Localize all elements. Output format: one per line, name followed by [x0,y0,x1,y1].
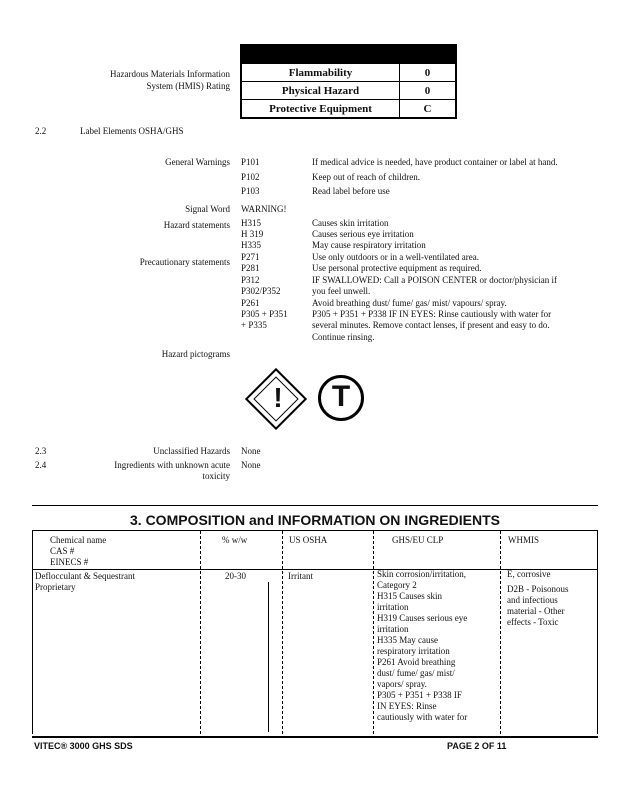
whmis-line: D2B - Poisonous [507,584,569,594]
unclassified-hazards-value: None [241,446,261,456]
precaution-text: several minutes. Remove contact lenses, if present and easy to do. [312,320,550,330]
ghs-line: Category 2 [377,580,417,590]
column-divider [200,531,201,734]
whmis-cell [507,569,597,628]
percent-cell-rule [268,582,269,732]
exclamation-mark-icon: ! [273,382,283,413]
hmis-row [241,64,456,82]
precaution-code: P302/P352 [241,286,281,296]
warning-text: Keep out of reach of children. [312,172,420,182]
section-number-2-2: 2.2 [35,126,47,136]
signal-word-label: Signal Word [185,204,230,214]
warning-code: P102 [241,172,260,182]
precaution-code: P271 [241,252,260,262]
precaution-code: P305 + P351 [241,309,288,319]
precaution-text: Continue rinsing. [312,332,375,342]
warning-code: P103 [241,186,260,196]
precaution-text: Avoid breathing dust/ fume/ gas/ mist/ vapours/ spray. [312,298,507,308]
chemical-id-cell: Proprietary [35,582,76,592]
hazard-statements-label: Hazard statements [163,220,230,230]
hmis-label [60,68,230,92]
ghs-line: cautiously with water for [377,712,468,722]
warning-text: Read label before use [312,186,390,196]
column-divider [500,531,501,734]
ghs-line: P305 + P351 + P338 IF [377,690,462,700]
column-divider [373,531,374,734]
general-warnings-label: General Warnings [165,157,230,167]
header-einecs: EINECS # [50,557,89,567]
ghs-line: IN EYES: Rinse [377,701,437,711]
precaution-code: P261 [241,298,260,308]
header-percent: % w/w [222,535,248,545]
section-divider [32,505,598,506]
hazard-code: H335 [241,240,261,250]
hmis-row-value: 0 [400,64,457,82]
hmis-row-name: Protective Equipment [241,100,400,119]
table-top-border [32,530,598,531]
ghs-line: H335 May cause [377,635,438,645]
ghs-line: respiratory irritation [377,646,450,656]
hmis-row [241,82,456,100]
hazard-text: Causes skin irritation [312,218,389,228]
hazard-code: H315 [241,218,261,228]
hmis-row-value: 0 [400,82,457,100]
hazard-pictograms-label: Hazard pictograms [161,349,230,359]
whmis-line: effects - Toxic [507,617,559,627]
circle-t-icon: T [331,380,351,413]
whmis-line: material - Other [507,606,565,616]
header-chemical-name: Chemical name [50,535,107,545]
unclassified-hazards-label: Unclassified Hazards [153,446,230,456]
unknown-toxicity-value: None [241,460,261,470]
header-us-osha: US OSHA [289,535,328,545]
warning-text: If medical advice is needed, have product container or label at hand. [312,157,558,167]
ghs-cell [377,569,499,723]
column-divider [282,531,283,734]
ghs-line: H319 Causes serious eye [377,613,468,623]
footer-rule [32,736,598,738]
precaution-text: you feel unwell. [312,286,371,296]
ghs-line: H315 Causes skin [377,591,442,601]
precaution-text: IF SWALLOWED: Call a POISON CENTER or doctor/physician if [312,275,557,285]
hazard-text: May cause respiratory irritation [312,240,426,250]
whmis-line: E, corrosive [507,569,551,579]
header-ghs: GHS/EU CLP [392,535,444,545]
section-3-title: 3. COMPOSITION and INFORMATION ON INGREDIENTS [130,512,500,528]
hmis-label-line2: System (HMIS) Rating [146,81,230,91]
header-whmis: WHMIS [508,535,539,545]
ghs-line: Skin corrosion/irritation, [377,569,466,579]
precaution-code: P281 [241,263,260,273]
hmis-row [241,100,456,119]
unknown-toxicity-label-line2: toxicity [202,471,230,481]
footer-product: VITEC® 3000 GHS SDS [34,741,133,751]
whmis-line: and infectious [507,595,558,605]
hazard-text: Causes serious eye irritation [312,229,414,239]
precaution-code: P312 [241,275,260,285]
ghs-line: irritation [377,602,409,612]
hmis-row-name: Physical Hazard [241,82,400,100]
hmis-label-line1: Hazardous Materials Information [110,69,230,79]
percent-cell: 20-30 [225,571,246,581]
hmis-rating-table [240,44,457,119]
unknown-toxicity-label [80,460,230,482]
precaution-text: Use only outdoors or in a well-ventilated area. [312,252,479,262]
hazard-code: H 319 [241,229,264,239]
hmis-row-value: C [400,100,457,119]
section-title-label-elements: Label Elements OSHA/GHS [80,126,184,136]
us-osha-cell: Irritant [288,571,313,581]
section-number-2-3: 2.3 [35,446,47,456]
signal-word: WARNING! [241,204,287,214]
hmis-row-name: Flammability [241,64,400,82]
footer-page-number: PAGE 2 OF 11 [447,741,507,751]
warning-code: P101 [241,157,260,167]
ghs-line: vapors/ spray. [377,679,427,689]
precaution-text: P305 + P351 + P338 IF IN EYES: Rinse cautiously with water for [312,309,552,319]
chemical-name-cell: Deflocculant & Sequestrant [35,571,135,581]
section-number-2-4: 2.4 [35,460,47,470]
precaution-text: Use personal protective equipment as required. [312,263,482,273]
unknown-toxicity-label-line1: Ingredients with unknown acute [114,460,230,470]
ghs-line: dust/ fume/ gas/ mist/ [377,668,455,678]
hmis-header-row [241,45,456,64]
composition-table [32,530,598,734]
precaution-code: + P335 [241,320,267,330]
precautionary-statements-label: Precautionary statements [139,257,230,267]
header-cas: CAS # [50,546,75,556]
ghs-line: irritation [377,624,409,634]
ghs-line: P261 Avoid breathing [377,657,456,667]
